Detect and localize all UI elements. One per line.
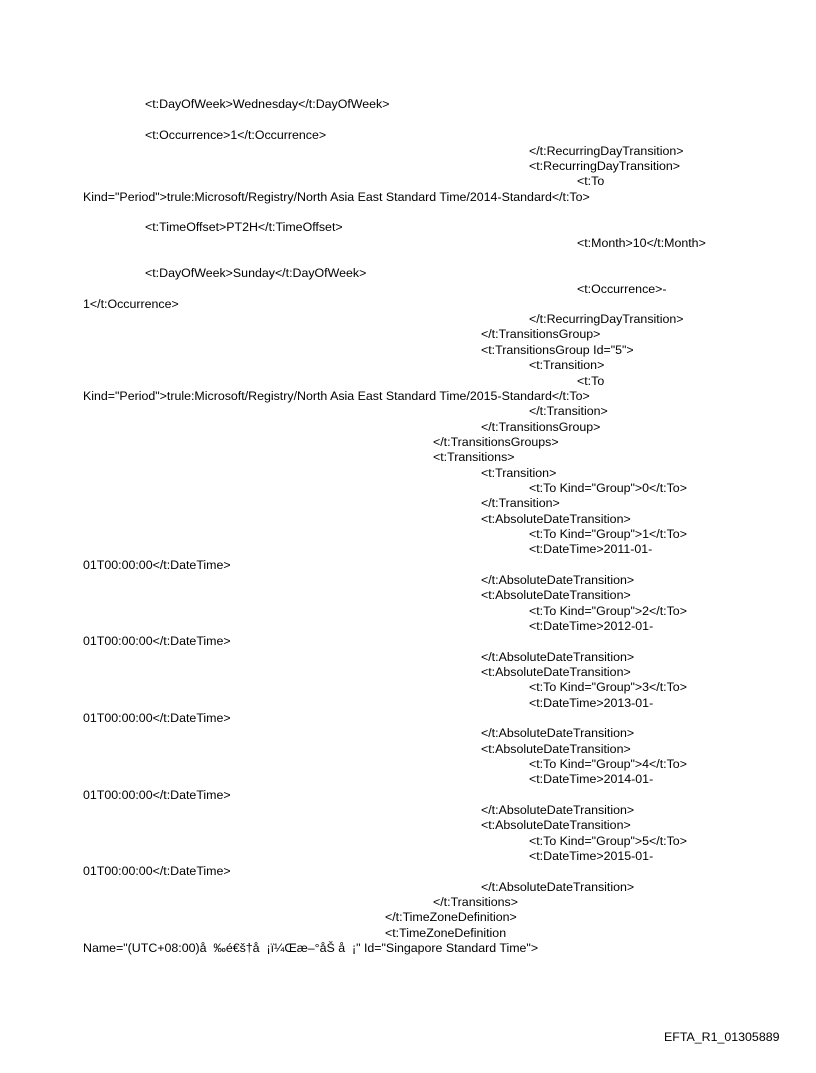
xml-line: <t:DateTime>2014-01- bbox=[529, 772, 654, 786]
xml-line: <t:Month>10</t:Month> bbox=[577, 236, 706, 250]
xml-line: <t:To Kind="Group">2</t:To> bbox=[529, 604, 687, 618]
xml-line: 01T00:00:00</t:DateTime> bbox=[83, 558, 231, 572]
xml-line: <t:TransitionsGroup Id="5"> bbox=[481, 343, 634, 357]
xml-line: </t:AbsoluteDateTransition> bbox=[481, 803, 635, 817]
xml-line: 01T00:00:00</t:DateTime> bbox=[83, 864, 231, 878]
xml-line: <t:To Kind="Group">0</t:To> bbox=[529, 481, 687, 495]
xml-line: <t:To Kind="Group">5</t:To> bbox=[529, 834, 687, 848]
xml-line: Name="(UTC+08:00)å ‰é€š†å ¡ï¼Œæ–°åŠ å ¡" Id="Singapore Standard Time"> bbox=[83, 941, 539, 955]
footer-document-id: EFTA_R1_01305889 bbox=[664, 1030, 780, 1044]
xml-line: Kind="Period">trule:Microsoft/Registry/North Asia East Standard Time/2014-Standard</t:To> bbox=[83, 190, 590, 204]
xml-line: </t:TransitionsGroup> bbox=[481, 327, 601, 341]
xml-line: <t:DayOfWeek>Sunday</t:DayOfWeek> bbox=[145, 266, 367, 280]
xml-line: <t:DayOfWeek>Wednesday</t:DayOfWeek> bbox=[145, 97, 390, 111]
xml-line: <t:Transitions> bbox=[433, 450, 515, 464]
xml-line: </t:AbsoluteDateTransition> bbox=[481, 573, 635, 587]
xml-line: </t:AbsoluteDateTransition> bbox=[481, 726, 635, 740]
xml-line: <t:AbsoluteDateTransition> bbox=[481, 665, 631, 679]
xml-line: 1</t:Occurrence> bbox=[83, 297, 179, 311]
xml-line: Kind="Period">trule:Microsoft/Registry/North Asia East Standard Time/2015-Standard</t:To> bbox=[83, 389, 590, 403]
xml-line: </t:TransitionsGroup> bbox=[481, 420, 601, 434]
xml-line: 01T00:00:00</t:DateTime> bbox=[83, 711, 231, 725]
xml-line: </t:TimeZoneDefinition> bbox=[385, 910, 517, 924]
xml-line: <t:Transition> bbox=[481, 466, 557, 480]
xml-line: </t:Transitions> bbox=[433, 895, 518, 909]
xml-line: </t:AbsoluteDateTransition> bbox=[481, 650, 635, 664]
xml-line: <t:AbsoluteDateTransition> bbox=[481, 512, 631, 526]
xml-line: </t:Transition> bbox=[529, 404, 608, 418]
xml-line: <t:TimeOffset>PT2H</t:TimeOffset> bbox=[145, 220, 343, 234]
xml-line: <t:To bbox=[577, 374, 605, 388]
xml-line: <t:DateTime>2012-01- bbox=[529, 619, 654, 633]
xml-line: <t:Occurrence>- bbox=[577, 282, 667, 296]
xml-line: </t:AbsoluteDateTransition> bbox=[481, 880, 635, 894]
xml-line: <t:Occurrence>1</t:Occurrence> bbox=[145, 128, 327, 142]
xml-line: <t:To bbox=[577, 174, 605, 188]
xml-line: <t:To Kind="Group">4</t:To> bbox=[529, 757, 687, 771]
xml-line: <t:To Kind="Group">1</t:To> bbox=[529, 527, 687, 541]
xml-line: <t:Transition> bbox=[529, 358, 605, 372]
xml-line: <t:DateTime>2013-01- bbox=[529, 696, 654, 710]
xml-line: <t:DateTime>2011-01- bbox=[529, 542, 653, 556]
xml-line: <t:AbsoluteDateTransition> bbox=[481, 588, 631, 602]
xml-line: <t:RecurringDayTransition> bbox=[529, 159, 681, 173]
xml-line: <t:AbsoluteDateTransition> bbox=[481, 742, 631, 756]
xml-line: <t:To Kind="Group">3</t:To> bbox=[529, 680, 687, 694]
xml-line: <t:DateTime>2015-01- bbox=[529, 849, 654, 863]
xml-line: </t:TransitionsGroups> bbox=[433, 435, 559, 449]
xml-line: </t:RecurringDayTransition> bbox=[529, 144, 684, 158]
xml-line: <t:TimeZoneDefinition bbox=[385, 926, 507, 940]
xml-line: </t:Transition> bbox=[481, 496, 560, 510]
xml-line: 01T00:00:00</t:DateTime> bbox=[83, 634, 231, 648]
xml-line: 01T00:00:00</t:DateTime> bbox=[83, 788, 231, 802]
xml-line: <t:AbsoluteDateTransition> bbox=[481, 818, 631, 832]
xml-line: </t:RecurringDayTransition> bbox=[529, 312, 684, 326]
